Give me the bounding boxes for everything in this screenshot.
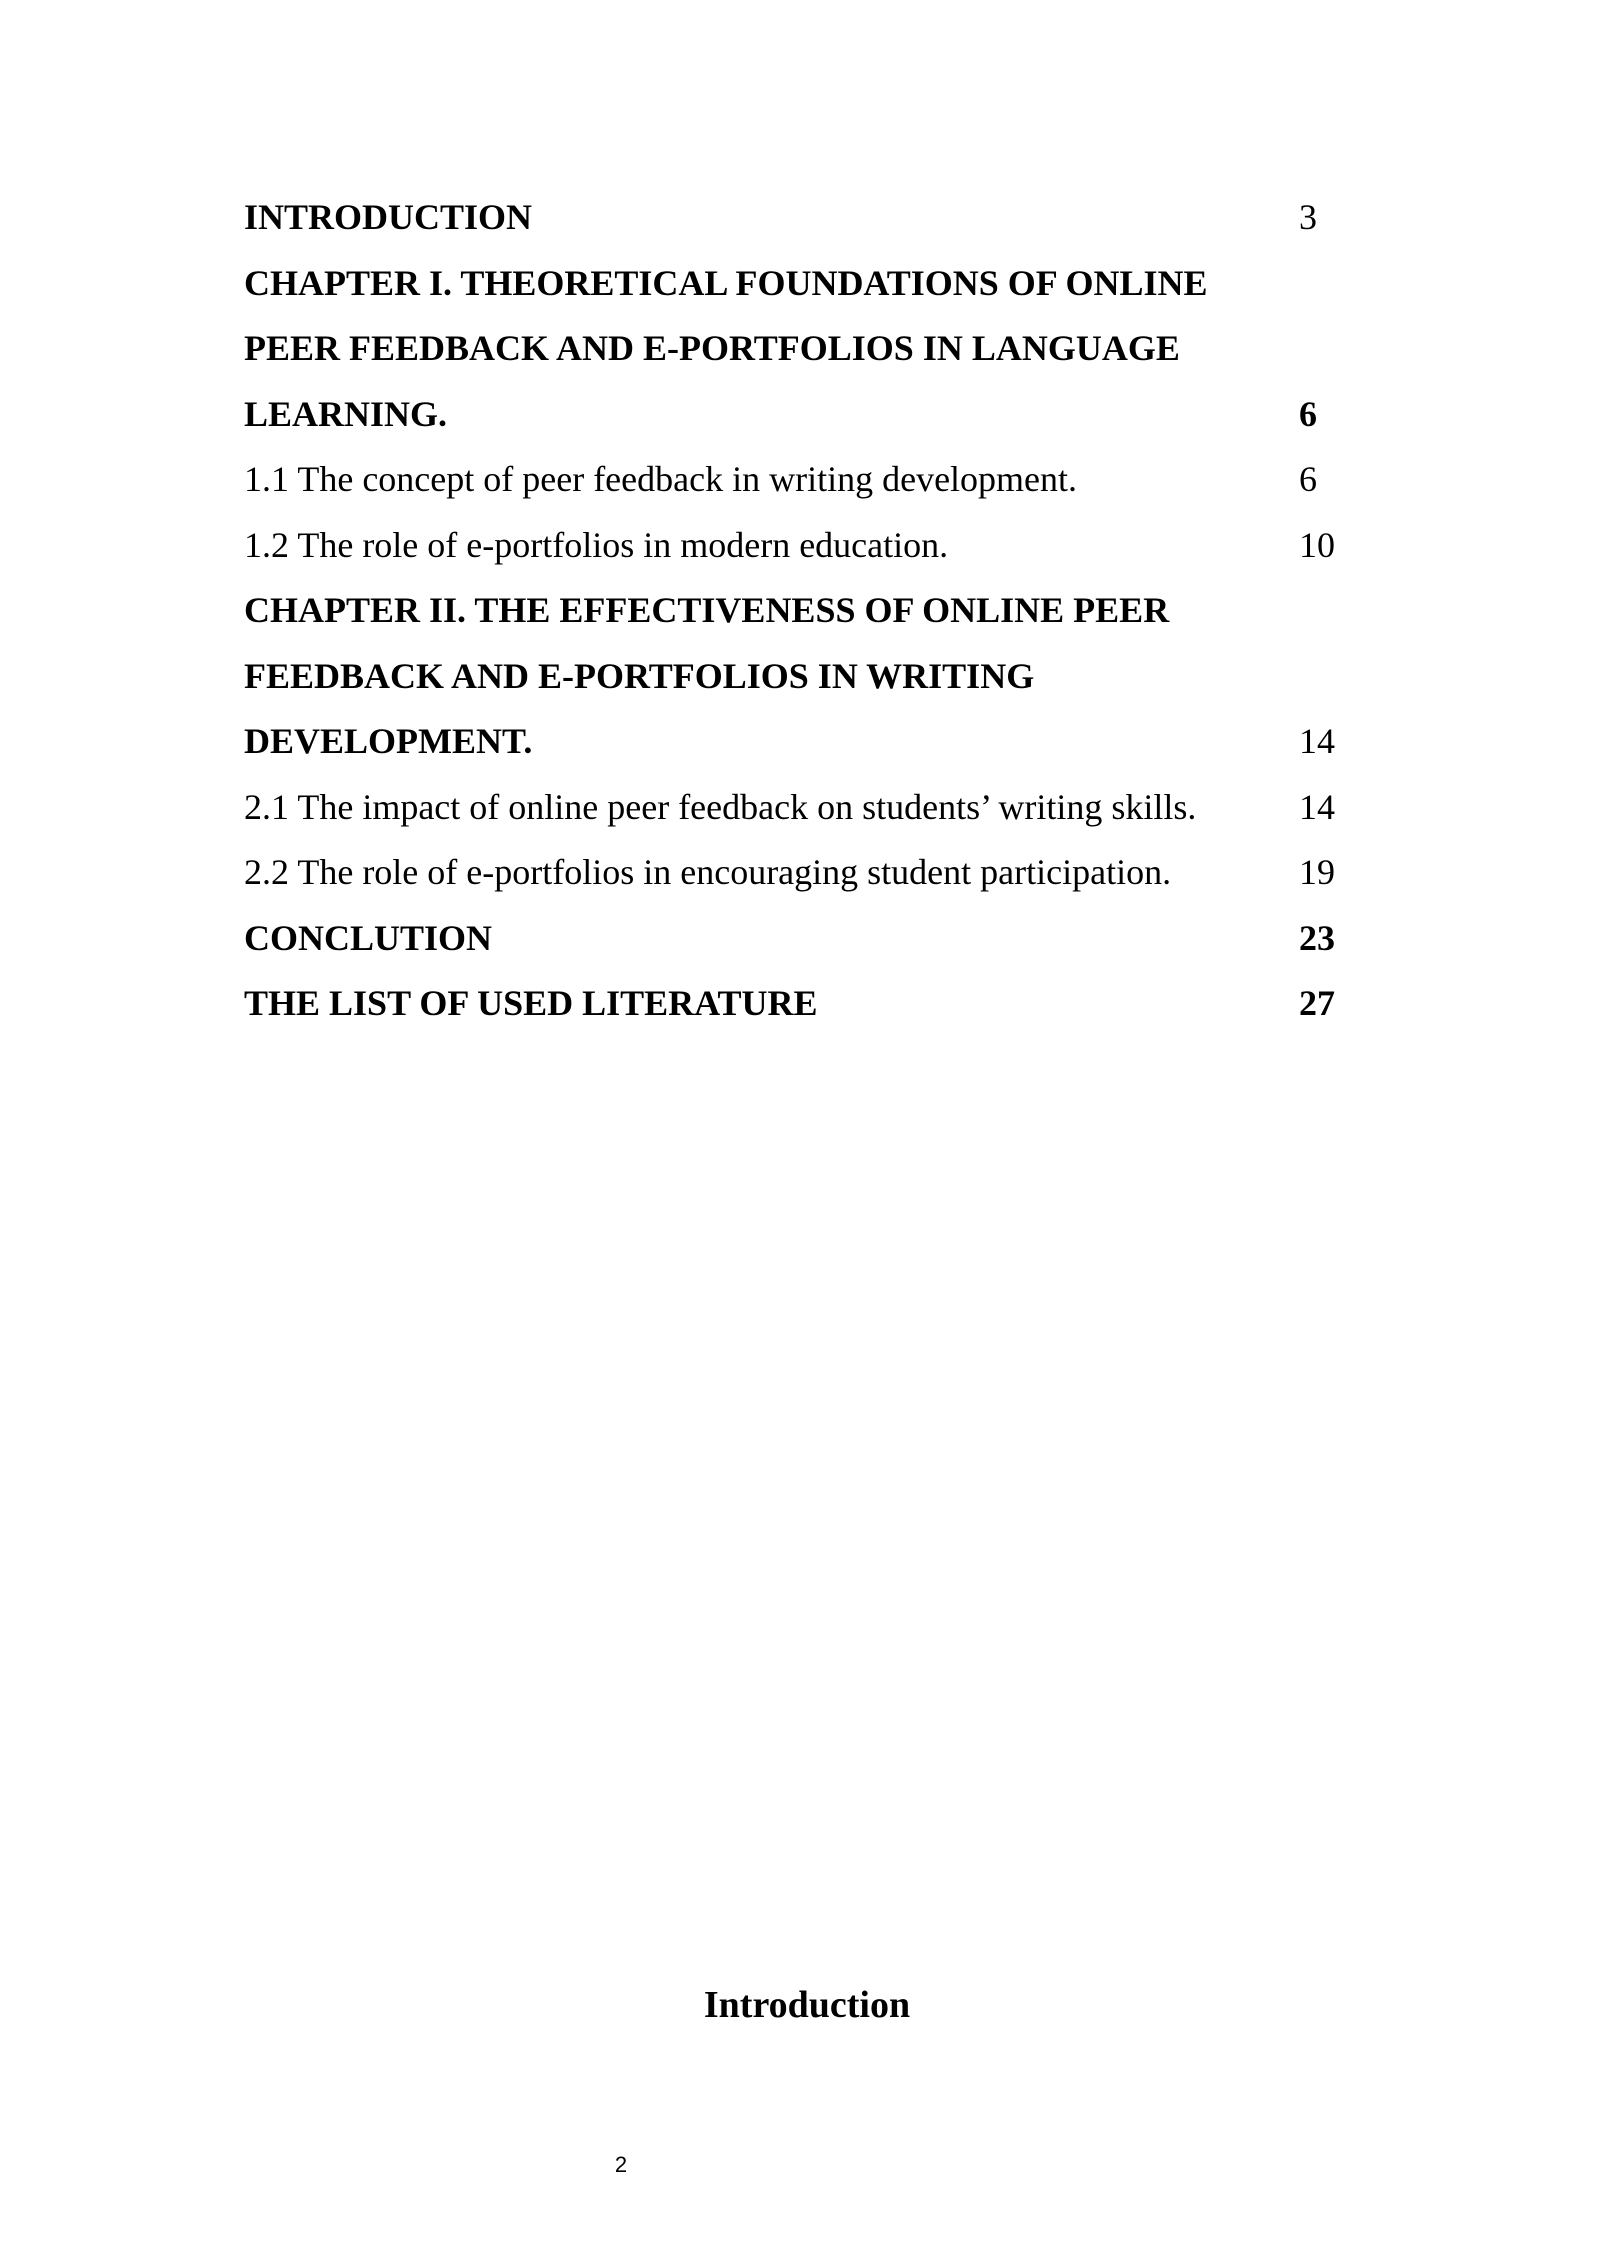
toc-entry-title — [244, 578, 1299, 775]
toc-entry-page-number: 27 — [1299, 983, 1335, 1023]
toc-entry-page-number: 19 — [1299, 852, 1335, 892]
table-of-contents — [244, 185, 1344, 1037]
toc-entry-title-line: 1.2 The role of e-portfolios in modern education. — [244, 524, 949, 565]
toc-entry-title-line: 1.1 The concept of peer feedback in writing development. — [244, 459, 1078, 499]
toc-entry-title-line: FEEDBACK AND E-PORTFOLIOS IN WRITING — [244, 655, 1035, 696]
toc-entry-title — [244, 447, 1299, 513]
toc-entry-title-line: 2.2 The role of e-portfolios in encouraging student participation. — [244, 852, 1172, 892]
toc-entry-page-number: 6 — [1299, 393, 1317, 434]
toc-entry-page-number: 3 — [1299, 197, 1317, 237]
toc-entry-title — [244, 513, 1299, 579]
toc-entry-page-number: 6 — [1299, 459, 1317, 499]
toc-entry-page-number: 14 — [1299, 721, 1335, 761]
toc-entry-page-number: 23 — [1299, 917, 1335, 958]
toc-entry-title-line: THE LIST OF USED LITERATURE — [244, 983, 818, 1023]
toc-entry-conclusion — [244, 906, 1344, 972]
toc-entry-introduction — [244, 185, 1344, 251]
toc-entry-title-line: CONCLUTION — [244, 917, 493, 958]
toc-entry-title-line: LEARNING. — [244, 393, 448, 434]
toc-entry-title-line: CHAPTER I. THEORETICAL FOUNDATIONS OF ONLINE — [244, 262, 1208, 303]
toc-entry-section-1-2 — [244, 513, 1344, 579]
toc-entry-title-line: CHAPTER II. THE EFFECTIVENESS OF ONLINE PEER — [244, 590, 1170, 630]
toc-entry-section-2-2 — [244, 840, 1344, 906]
toc-entry-title — [244, 251, 1299, 448]
toc-entry-section-1-1 — [244, 447, 1344, 513]
toc-entry-title — [244, 906, 1299, 972]
page-number: 2 — [614, 2152, 628, 2177]
toc-entry-title — [244, 775, 1299, 841]
toc-entry-page-number: 14 — [1299, 786, 1335, 827]
section-heading-introduction: Introduction — [703, 1984, 911, 2026]
toc-entry-title — [244, 185, 1299, 251]
toc-entry-title-line: DEVELOPMENT. — [244, 721, 533, 761]
toc-entry-section-2-1 — [244, 775, 1344, 841]
toc-entry-title-line: INTRODUCTION — [244, 197, 533, 237]
toc-entry-title — [244, 840, 1299, 906]
toc-entry-chapter-2 — [244, 578, 1344, 775]
toc-entry-chapter-1 — [244, 251, 1344, 448]
toc-entry-title — [244, 971, 1299, 1037]
toc-entry-title-line: PEER FEEDBACK AND E-PORTFOLIOS IN LANGUAGE — [244, 328, 1180, 368]
toc-entry-page-number: 10 — [1299, 524, 1335, 565]
toc-entry-title-line: 2.1 The impact of online peer feedback on students’ writing skills. — [244, 786, 1197, 827]
toc-entry-literature — [244, 971, 1344, 1037]
